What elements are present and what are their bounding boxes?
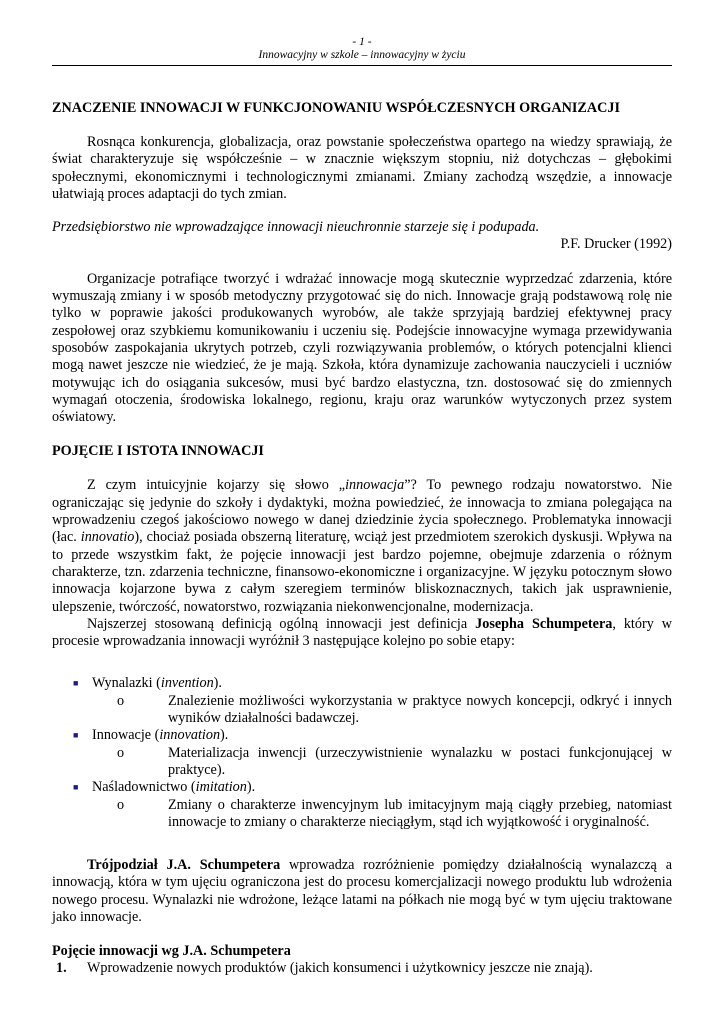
paragraph-schumpeter-definition bbox=[52, 616, 672, 651]
text-run: ). bbox=[213, 675, 222, 692]
stage-detail: Znalezienie możliwości wykorzystania w praktyce nowych koncepcji, odkryć i innych wyników działalności badawczej. bbox=[168, 692, 672, 727]
italic-term: innowacja bbox=[345, 477, 405, 494]
item-number: 1. bbox=[56, 960, 67, 977]
section-title-schumpeter: Pojęcie innowacji wg J.A. Schumpetera bbox=[52, 943, 291, 960]
bold-name: Josepha Schumpetera bbox=[475, 615, 613, 632]
text-run: ”? To pewnego rodzaju nowatorstwo. Nie ograniczając się jedynie do szkoły i dydaktyki, można powiedzieć, że innowacja to zmiana polegająca na wprowadzeniu czegoś jakościowo nowego w danej dziedzinie życia społecznego. Problematyka innowacji (łac. bbox=[52, 477, 672, 546]
stage-detail: Zmiany o charakterze inwencyjnym lub imitacyjnym mają ciągły przebieg, natomiast innowacje to zmiany o charakterze nieciągłym, stąd ich wyjątkowość i oryginalność. bbox=[168, 796, 672, 830]
list-item bbox=[52, 779, 672, 796]
stage-detail: Materializacja inwencji (urzeczywistnienie wynalazku w postaci funkcjonującej w praktyce). bbox=[168, 744, 672, 778]
paragraph-tripartite bbox=[52, 857, 672, 926]
text-run: ), chociaż posiada obszerną literaturę, wciąż jest przedmiotem szerokich dyskusji. Wpływa na to przede wszystkim fakt, że pojęcie innowacji jest bardzo pojemne, obejmuje zdarzenia o różnym charakterze, tzn. zdarzenia techniczne, finansowo-ekonomiczne i organizacyjne. W języku potocznym słowo innowacja kojarzone bywa z całym szeregiem terminów bliskoznacznych, takich jak usprawnienie, ulepszenie, twórczość, nowatorstwo, rozwiązania niekonwencjonalne, modernizacja. bbox=[52, 529, 672, 615]
italic-term: innovatio bbox=[80, 529, 135, 546]
text-run: ). bbox=[220, 727, 229, 744]
section-title-concept: POJĘCIE I ISTOTA INNOWACJI bbox=[52, 443, 264, 460]
paragraph-definition bbox=[52, 477, 672, 615]
text-run: ). bbox=[246, 779, 256, 796]
document-title: ZNACZENIE INNOWACJI W FUNKCJONOWANIU WSPÓŁCZESNYCH ORGANIZACJI bbox=[52, 100, 620, 116]
running-title: Innowacyjny w szkole – innowacyjny w życiu bbox=[258, 49, 466, 61]
list-item bbox=[52, 675, 672, 692]
square-bullet-icon: ■ bbox=[73, 730, 79, 741]
stage-term: imitation bbox=[195, 779, 247, 796]
square-bullet-icon: ■ bbox=[73, 782, 79, 793]
paragraph-organizations: Organizacje potrafiące tworzyć i wdrażać innowacje mogą skutecznie wyprzedzać zdarzenia, które wymuszają zmiany i w sposób metodyczny przygotować się do nich. Innowacje grają podstawową rolę nie tylko w poprawie jakości produkowanych wyrobów, ale także sprzyjają bardziej efektywnej pracy zespołowej oraz szybkiemu komunikowaniu i uczeniu się. Podejście innowacyjne wymaga przewidywania sposobów zaspokajania ukrytych potrzeb, czyli rozwiązywania problemów, o których potencjalni klienci mogą nawet jeszcze nie wiedzieć, że je mają. Szkoła, która dynamizuje zachowania nauczycieli i uczniów motywując ich do osiągania sukcesów, musi być bardzo elastyczna, tzn. dostosować się do zmiennych wymagań otoczenia, środowiska lokalnego, regionu, kraju oraz warunków wytyczonych przez system oświatowy. bbox=[52, 270, 672, 426]
stage-term: innovation bbox=[159, 727, 221, 744]
numbered-item bbox=[52, 960, 672, 977]
stage-term: invention bbox=[160, 675, 214, 692]
list-subitem bbox=[52, 797, 672, 832]
list-subitem bbox=[52, 693, 672, 728]
stage-label: Naśladownictwo ( bbox=[92, 779, 196, 796]
stage-label: Wynalazki ( bbox=[92, 675, 161, 692]
text-run: Najszerzej stosowaną definicją ogólną innowacji jest definicja bbox=[87, 615, 476, 632]
document-page bbox=[52, 0, 672, 978]
quote-text: Przedsiębiorstwo nie wprowadzające innowacji nieuchronnie starzeje się i podupada. bbox=[52, 219, 540, 236]
square-bullet-icon: ■ bbox=[73, 678, 79, 689]
circle-bullet-icon: o bbox=[117, 692, 125, 709]
text-run: , który w procesie wprowadzania innowacji wyróżnił 3 następujące kolejno po sobie etapy: bbox=[52, 615, 672, 650]
quote-author: P.F. Drucker (1992) bbox=[560, 236, 672, 253]
circle-bullet-icon: o bbox=[117, 796, 125, 813]
text-run: Z czym intuicyjnie kojarzy się słowo „ bbox=[87, 477, 346, 494]
stages-list bbox=[52, 675, 672, 831]
list-subitem bbox=[52, 745, 672, 780]
page-number: - 1 - bbox=[352, 36, 372, 48]
text-run: wprowadza rozróżnienie pomiędzy działalnością wynalazczą a innowacją, która w tym ujęciu ograniczona jest do procesu komercjalizacji nowego produktu lub wdrożenia nowego procesu. Wynalazki nie wdrożone, leżące latami na półkach nie mogą być w tym ujęciu traktowane jako innowacje. bbox=[52, 857, 672, 925]
bold-term: Trójpodział J.A. Schumpetera bbox=[87, 857, 281, 874]
list-item bbox=[52, 727, 672, 744]
header-rule bbox=[52, 65, 672, 66]
circle-bullet-icon: o bbox=[117, 744, 125, 761]
stage-label: Innowacje ( bbox=[92, 727, 160, 744]
item-text: Wprowadzenie nowych produktów (jakich konsumenci i użytkownicy jeszcze nie znają). bbox=[87, 960, 593, 977]
intro-paragraph: Rosnąca konkurencja, globalizacja, oraz powstanie społeczeństwa opartego na wiedzy sprawiają, że świat charakteryzuje się współcześnie – w znacznie większym stopniu, niż dotychczas – głębokimi społecznymi, ekonomicznymi i technologicznymi zmianami. Zmiany zachodzą wszędzie, a innowacje ułatwiają proces adaptacji do tych zmian. bbox=[52, 134, 672, 202]
